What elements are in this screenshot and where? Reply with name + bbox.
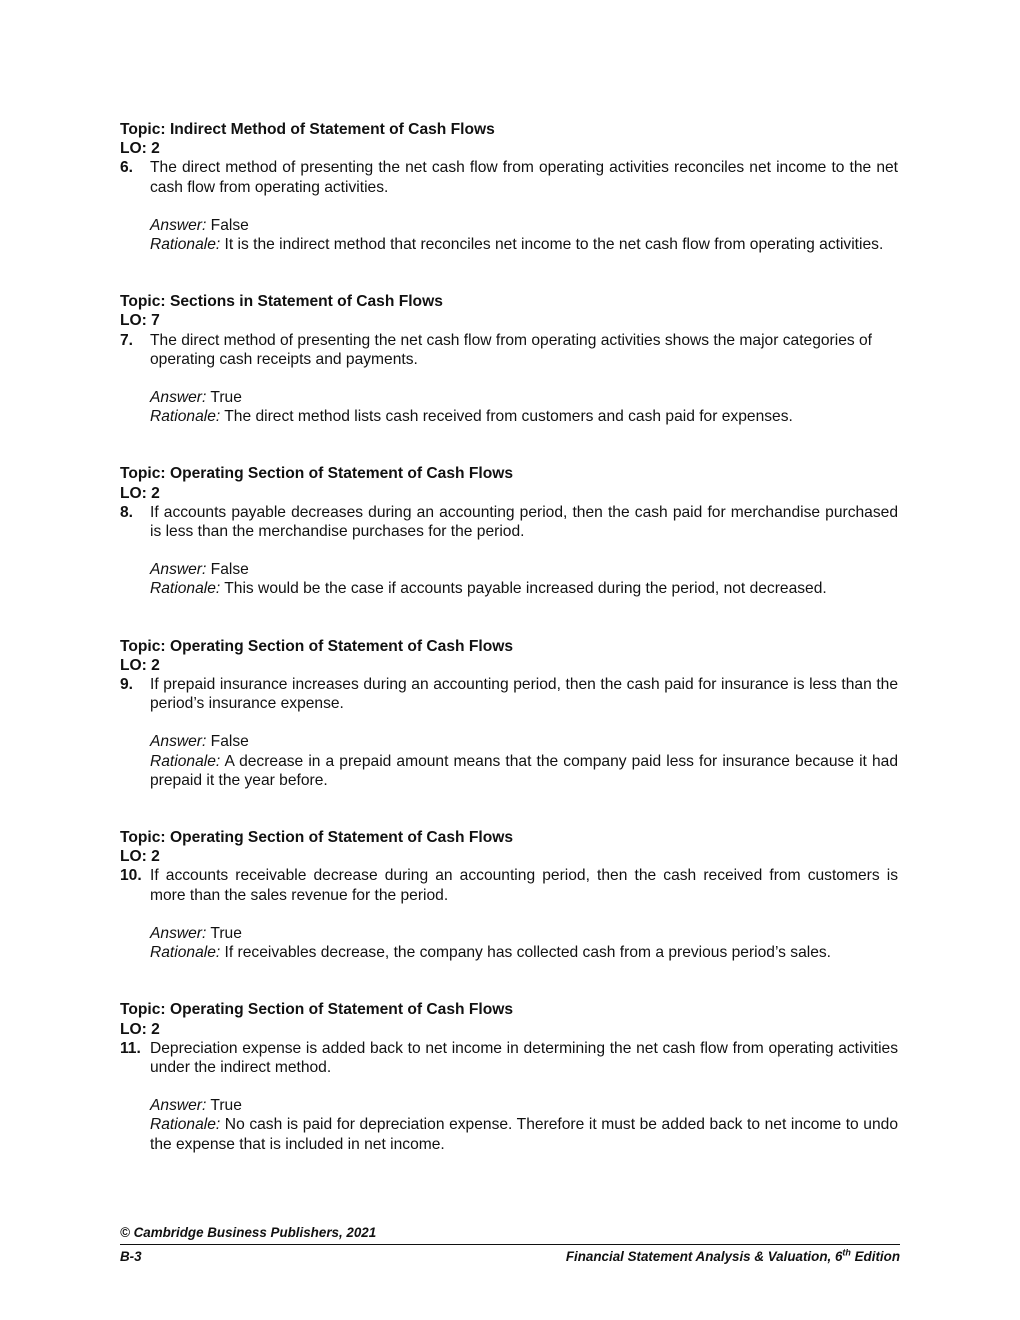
answer-block xyxy=(150,732,898,790)
book-title xyxy=(566,1247,900,1266)
learning-objective: LO: 7 xyxy=(120,312,160,330)
question-number: 10. xyxy=(120,867,142,885)
question-item xyxy=(120,120,898,254)
edition-word: Edition xyxy=(850,1249,900,1265)
question-number: 8. xyxy=(120,503,134,521)
answer-value: True xyxy=(206,1097,242,1115)
answer-line xyxy=(150,560,898,579)
answer-block xyxy=(150,560,898,598)
question-row xyxy=(120,331,898,369)
learning-objective: LO: 2 xyxy=(120,848,160,866)
rationale-text: It is the indirect method that reconciles net income to the net cash flow from operating activities. xyxy=(220,236,884,254)
question-text: The direct method of presenting the net cash flow from operating activities reconciles net income to the net cash flow from operating activities. xyxy=(150,159,898,196)
question-item xyxy=(120,1000,898,1153)
question-row xyxy=(120,866,898,904)
rationale-label: Rationale: xyxy=(150,236,221,254)
question-number: 7. xyxy=(120,331,134,349)
footer-row xyxy=(120,1245,900,1266)
topic-heading: Topic: Sections in Statement of Cash Flows xyxy=(120,293,443,311)
question-number: 6. xyxy=(120,159,134,177)
question-number: 9. xyxy=(120,676,134,694)
rationale-label: Rationale: xyxy=(150,408,221,426)
rationale-text: This would be the case if accounts payable increased during the period, not decreased. xyxy=(220,580,827,598)
answer-value: False xyxy=(206,561,249,579)
rationale-label: Rationale: xyxy=(150,1116,221,1134)
answer-block xyxy=(150,388,898,426)
rationale-label: Rationale: xyxy=(150,752,221,770)
question-number: 11. xyxy=(120,1039,141,1057)
rationale-line xyxy=(150,752,898,790)
answer-line xyxy=(150,924,898,943)
topic-heading: Topic: Operating Section of Statement of Cash Flows xyxy=(120,829,514,847)
question-item xyxy=(120,464,898,598)
question-text: Depreciation expense is added back to net income in determining the net cash flow from operating activities under the indirect method. xyxy=(150,1039,898,1076)
answer-label: Answer: xyxy=(150,216,207,234)
rationale-text: A decrease in a prepaid amount means that the company paid less for insurance because it had prepaid it the year before. xyxy=(150,752,898,789)
rationale-text: The direct method lists cash received from customers and cash paid for expenses. xyxy=(220,408,793,426)
copyright-notice: © Cambridge Business Publishers, 2021 xyxy=(120,1223,900,1245)
answer-value: False xyxy=(206,733,249,751)
question-list xyxy=(120,120,898,1192)
rationale-label: Rationale: xyxy=(150,944,221,962)
question-text: If accounts receivable decrease during an accounting period, then the cash received from customers is more than the sales revenue for the period. xyxy=(150,867,898,904)
learning-objective: LO: 2 xyxy=(120,484,160,502)
answer-label: Answer: xyxy=(150,389,207,407)
question-text: The direct method of presenting the net cash flow from operating activities shows the major categories of operating cash receipts and payments. xyxy=(150,331,873,368)
answer-line xyxy=(150,216,898,235)
answer-label: Answer: xyxy=(150,924,207,942)
question-item xyxy=(120,637,898,790)
topic-heading: Topic: Operating Section of Statement of Cash Flows xyxy=(120,1001,514,1019)
answer-line xyxy=(150,1096,898,1115)
learning-objective: LO: 2 xyxy=(120,656,160,674)
page-number: B-3 xyxy=(120,1249,142,1265)
question-item xyxy=(120,828,898,962)
answer-line xyxy=(150,732,898,751)
answer-value: True xyxy=(206,924,242,942)
question-text: If accounts payable decreases during an accounting period, then the cash paid for merchandise purchased is less than the merchandise purchases for the period. xyxy=(150,503,898,541)
learning-objective: LO: 2 xyxy=(120,1020,160,1038)
answer-block xyxy=(150,216,898,254)
question-row xyxy=(120,1039,898,1077)
question-row xyxy=(120,158,898,196)
rationale-text: No cash is paid for depreciation expense. Therefore it must be added back to net income to undo the expense that is included in net income. xyxy=(150,1116,898,1153)
page-footer xyxy=(120,1223,900,1266)
edition-superscript: th xyxy=(842,1247,851,1258)
rationale-line xyxy=(150,407,898,426)
question-text: If prepaid insurance increases during an accounting period, then the cash paid for insurance is less than the period’s insurance expense. xyxy=(150,676,898,713)
answer-label: Answer: xyxy=(150,561,207,579)
question-item xyxy=(120,292,898,426)
learning-objective: LO: 2 xyxy=(120,140,160,158)
rationale-text: If receivables decrease, the company has collected cash from a previous period’s sales. xyxy=(220,944,832,962)
question-row xyxy=(120,675,898,713)
rationale-line xyxy=(150,1115,898,1153)
answer-label: Answer: xyxy=(150,733,207,751)
topic-heading: Topic: Indirect Method of Statement of Cash Flows xyxy=(120,121,495,138)
question-row xyxy=(120,503,898,541)
answer-label: Answer: xyxy=(150,1097,207,1115)
answer-block xyxy=(150,1096,898,1154)
answer-value: True xyxy=(206,389,242,407)
topic-heading: Topic: Operating Section of Statement of Cash Flows xyxy=(120,465,514,483)
rationale-line xyxy=(150,579,898,598)
answer-line xyxy=(150,388,898,407)
rationale-line xyxy=(150,943,898,962)
answer-value: False xyxy=(206,216,249,234)
topic-heading: Topic: Operating Section of Statement of Cash Flows xyxy=(120,637,514,655)
book-title-text: Financial Statement Analysis & Valuation, 6 xyxy=(565,1249,843,1265)
rationale-label: Rationale: xyxy=(150,580,221,598)
answer-block xyxy=(150,924,898,962)
rationale-line xyxy=(150,235,898,254)
